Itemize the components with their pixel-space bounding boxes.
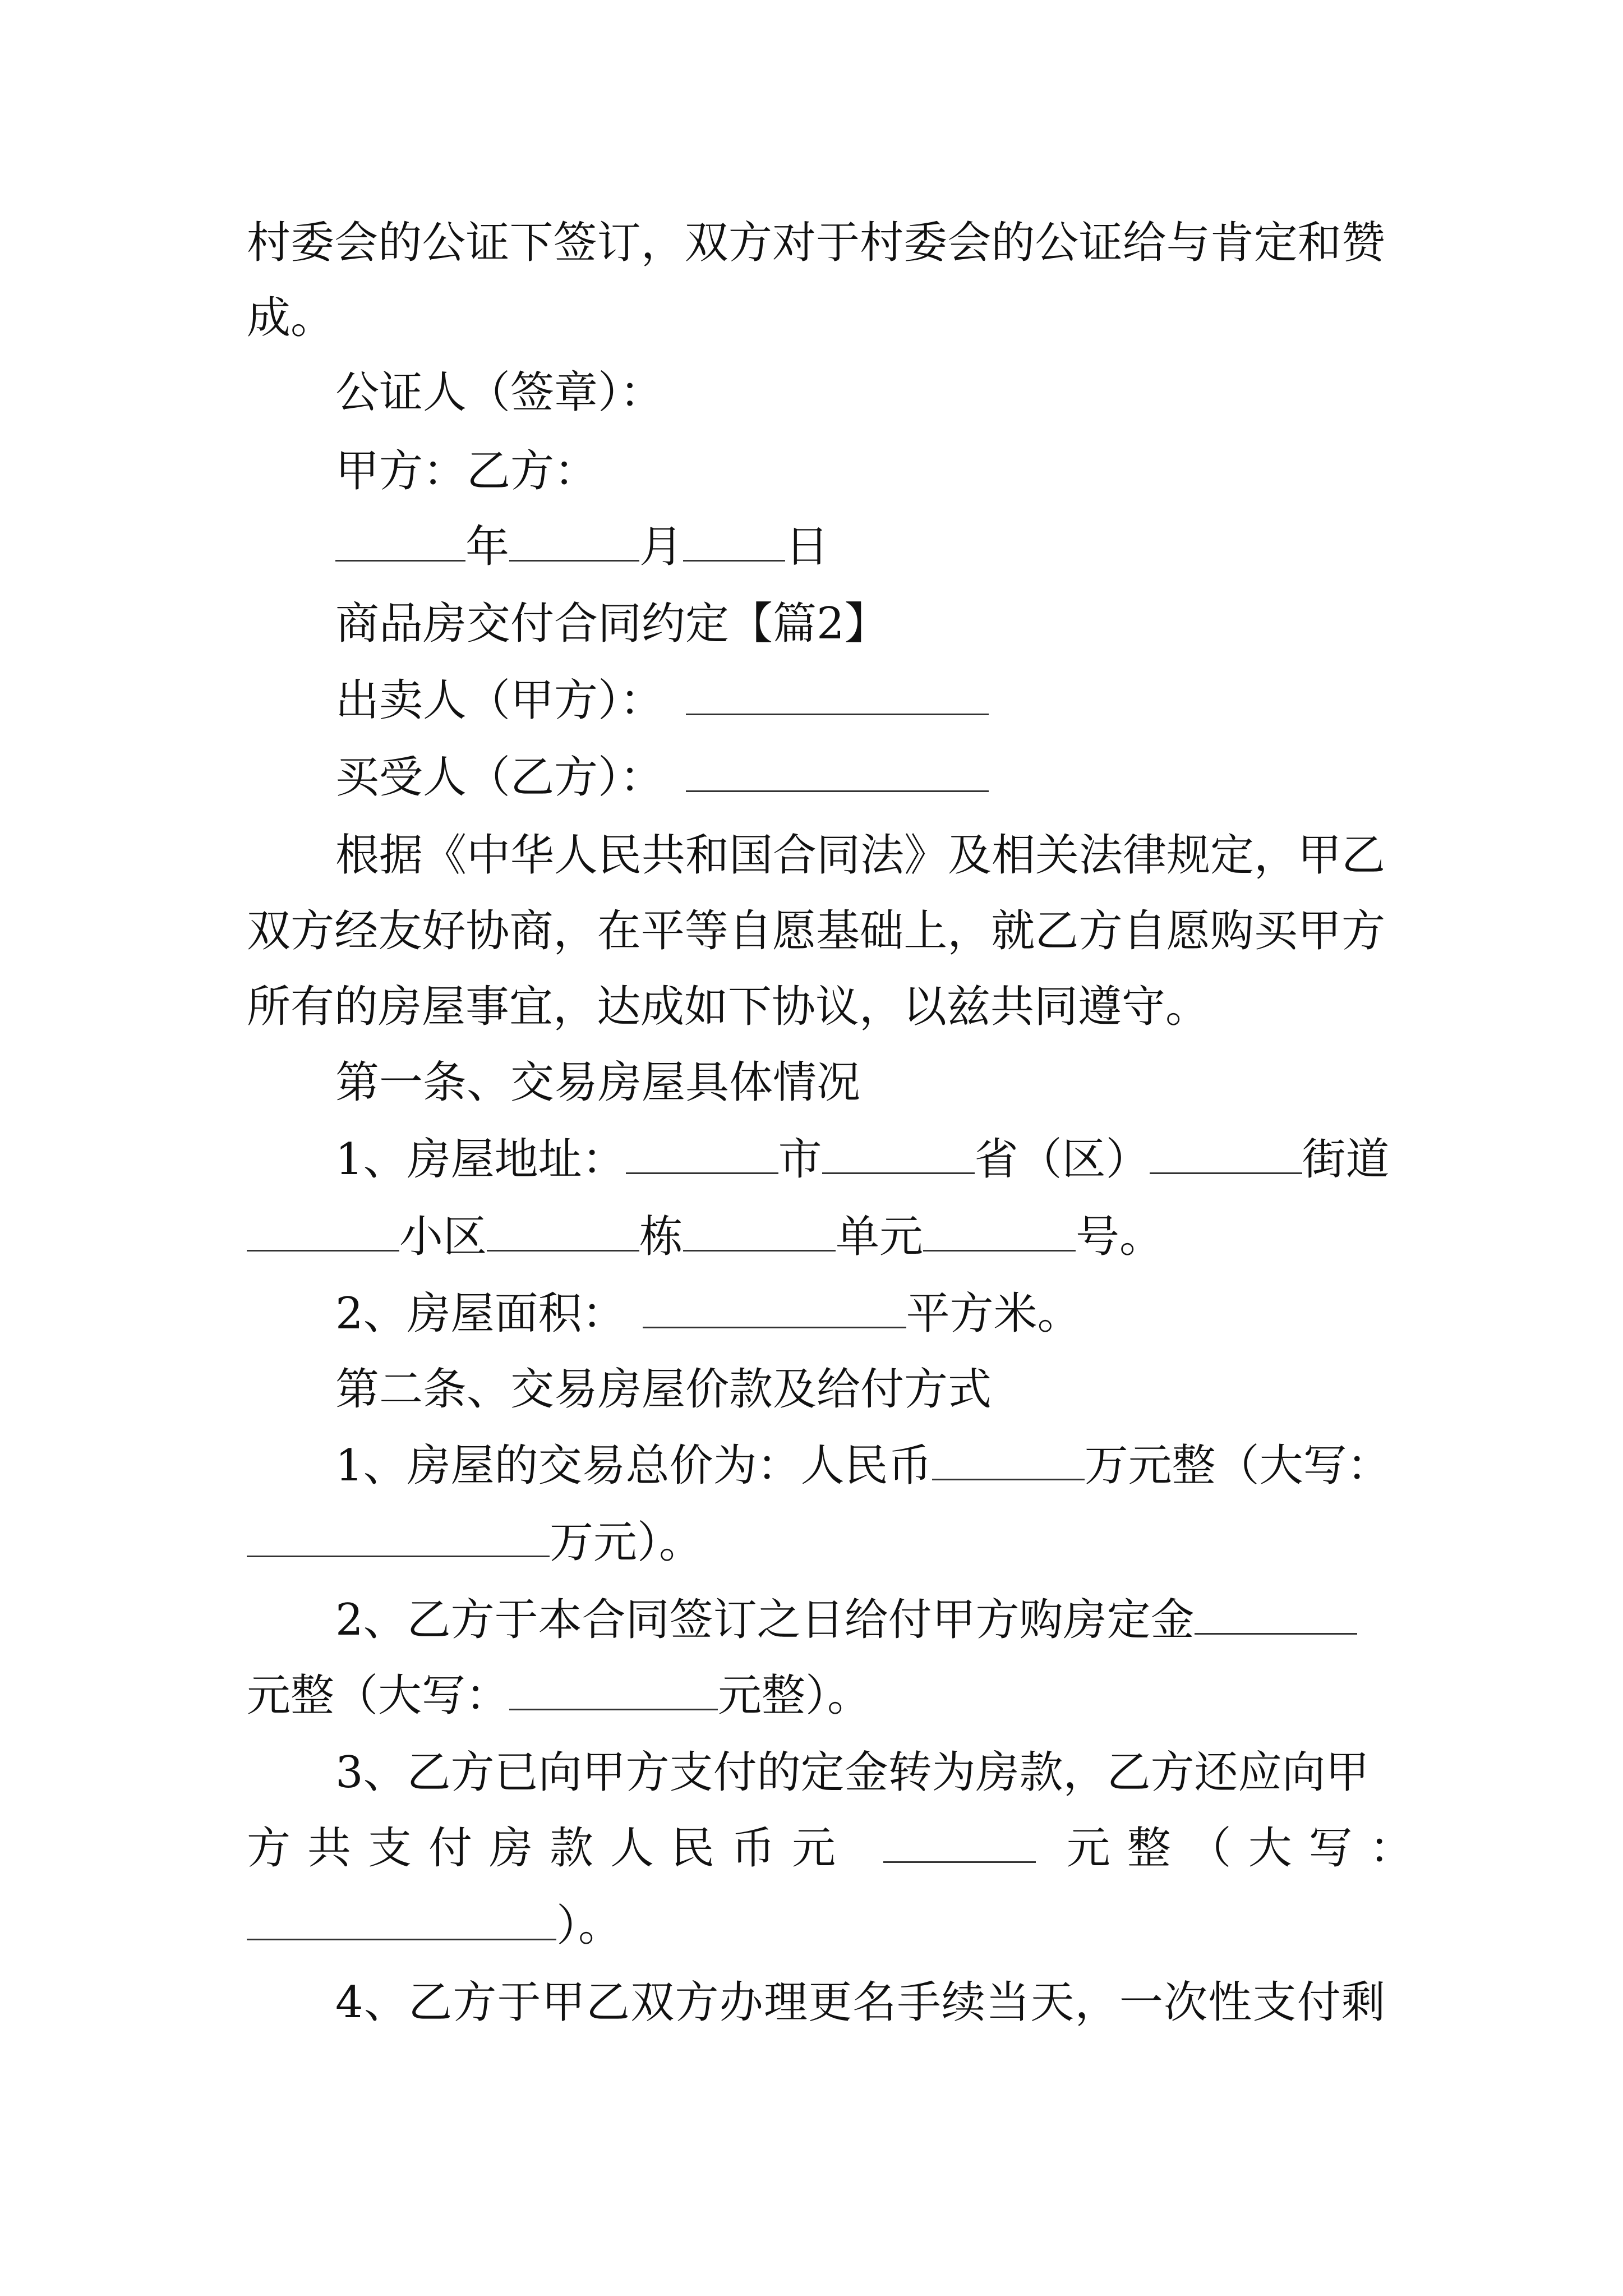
- price-capital-blank[interactable]: [247, 1519, 550, 1557]
- community-label: 小区: [399, 1212, 487, 1262]
- seller-line: [335, 673, 989, 729]
- number-label: 号。: [1076, 1212, 1164, 1262]
- area-line: [335, 1286, 1081, 1342]
- deposit-line-2: [247, 1668, 871, 1724]
- year-label: 年: [465, 522, 510, 572]
- payment-line-3: [247, 1898, 622, 1954]
- payment-capital-blank[interactable]: [247, 1902, 556, 1940]
- notary-signature-label: 公证人（签章）：: [335, 367, 664, 418]
- paragraph-line: 3、乙方已向甲方支付的定金转为房款，乙方还应向甲: [335, 1747, 1370, 1798]
- paragraph-line: 根据《中华人民共和国合同法》及相关法律规定，甲乙: [335, 830, 1386, 881]
- price-unit: 万元整（大写：: [1084, 1441, 1391, 1491]
- paragraph-line: 双方经友好协商，在平等自愿基础上，就乙方自愿购买甲方: [247, 906, 1385, 956]
- deposit-line: [335, 1592, 1357, 1648]
- building-blank[interactable]: [487, 1213, 639, 1251]
- paragraph-line: 4、乙方于甲乙双方办理更名手续当天，一次性支付剩: [335, 1977, 1385, 2028]
- address-line-1: [335, 1131, 1390, 1188]
- seller-label: 出卖人（甲方）：: [335, 675, 664, 726]
- buyer-line: [335, 749, 989, 806]
- payment-label: 方共支付房款人民币元: [247, 1823, 853, 1874]
- article-title: 第一条、交易房屋具体情况: [335, 1057, 861, 1108]
- price-blank[interactable]: [932, 1442, 1085, 1480]
- parties-label: 甲方：乙方：: [335, 446, 598, 496]
- area-blank[interactable]: [643, 1290, 906, 1328]
- payment-blank[interactable]: [883, 1824, 1036, 1863]
- deposit-unit: 元整（大写：: [247, 1671, 510, 1721]
- paragraph-line: 所有的房屋事宜，达成如下协议，以兹共同遵守。: [247, 982, 1210, 1032]
- buyer-label: 买受人（乙方）：: [335, 752, 664, 803]
- address-line-2: [247, 1209, 1163, 1265]
- day-blank[interactable]: [683, 523, 785, 562]
- street-blank[interactable]: [1150, 1135, 1302, 1174]
- buyer-blank[interactable]: [686, 753, 989, 792]
- payment-end: ）。: [556, 1901, 623, 1951]
- price-label: 1、房屋的交易总价为：人民币: [335, 1441, 932, 1491]
- street-label: 街道: [1302, 1134, 1390, 1185]
- seller-blank[interactable]: [686, 677, 989, 715]
- deposit-capital-blank[interactable]: [509, 1672, 718, 1710]
- building-label: 栋: [639, 1212, 684, 1262]
- paragraph-line: 村委会的公证下签订，双方对于村委会的公证给与肯定和赞: [247, 218, 1385, 268]
- payment-unit: 元整（大写：: [1066, 1823, 1430, 1874]
- address-label: 1、房屋地址：: [335, 1134, 626, 1185]
- area-label: 2、房屋面积：: [335, 1289, 626, 1339]
- payment-line-2: [247, 1820, 1430, 1876]
- community-blank[interactable]: [247, 1213, 399, 1251]
- deposit-label: 2、乙方于本合同签订之日给付甲方购房定金: [335, 1595, 1195, 1645]
- day-label: 日: [785, 522, 829, 572]
- date-line: [335, 519, 829, 575]
- month-label: 月: [639, 522, 684, 572]
- deposit-blank[interactable]: [1195, 1596, 1357, 1635]
- paragraph-line: 成。: [247, 293, 335, 343]
- price-end: 万元）。: [550, 1517, 703, 1568]
- year-blank[interactable]: [335, 523, 465, 562]
- article-title: 第二条、交易房屋价款及给付方式: [335, 1364, 992, 1415]
- month-blank[interactable]: [509, 523, 639, 562]
- number-blank[interactable]: [923, 1213, 1076, 1251]
- city-blank[interactable]: [626, 1135, 778, 1174]
- unit-label: 单元: [836, 1212, 924, 1262]
- city-label: 市: [778, 1134, 822, 1185]
- area-unit: 平方米。: [906, 1289, 1081, 1339]
- section-title: 商品房交付合同约定【篇2】: [335, 599, 888, 649]
- province-label: 省（区）: [974, 1134, 1150, 1185]
- price-line: [335, 1438, 1391, 1494]
- price-line-2: [247, 1515, 703, 1571]
- province-blank[interactable]: [822, 1135, 975, 1174]
- deposit-end: 元整）。: [718, 1671, 872, 1721]
- unit-blank[interactable]: [683, 1213, 836, 1251]
